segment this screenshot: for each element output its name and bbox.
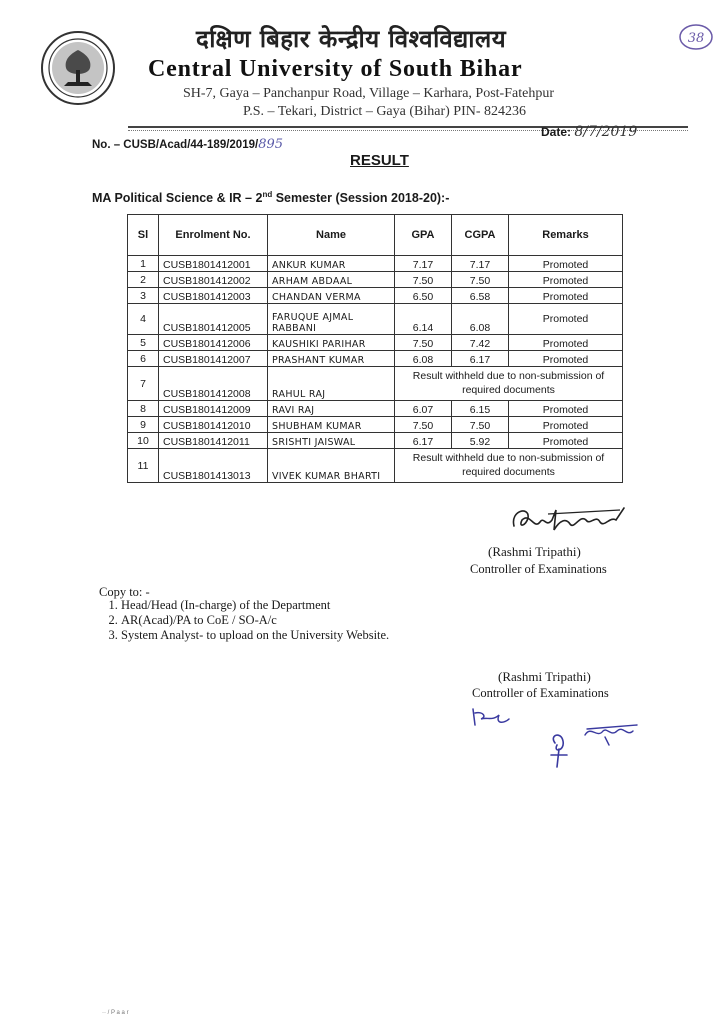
signatory-title: Controller of Examinations (470, 562, 607, 576)
reference-number (92, 137, 283, 152)
table-row (128, 367, 623, 401)
address-line-2: P.S. – Tekari, District – Gaya (Bihar) PIN- 824236 (243, 104, 527, 119)
cell-enrolment: CUSB1801412002 (159, 272, 268, 288)
table-row (128, 351, 623, 367)
address-line-1: SH-7, Gaya – Panchanpur Road, Village – Karhara, Post-Fatehpur (183, 86, 554, 101)
cell-remarks: Promoted (509, 417, 623, 433)
date-label: Date: (541, 125, 572, 139)
cell-enrolment: CUSB1801412010 (159, 417, 268, 433)
handwritten-signature (500, 500, 640, 538)
cell-remarks: Promoted (509, 304, 623, 335)
cell-remarks: Promoted (509, 433, 623, 449)
header-cgpa: CGPA (452, 215, 509, 256)
cell-gpa: 7.17 (395, 256, 452, 272)
header-sl: Sl (128, 215, 159, 256)
cell-gpa: 7.50 (395, 417, 452, 433)
table-row (128, 288, 623, 304)
header-enrolment: Enrolment No. (159, 215, 268, 256)
result-table (127, 214, 623, 483)
cell-enrolment: CUSB1801412001 (159, 256, 268, 272)
cell-sl: 11 (128, 449, 159, 483)
handwritten-initials (465, 695, 665, 785)
cell-cgpa: 7.42 (452, 335, 509, 351)
cell-name: ANKUR KUMAR (268, 256, 395, 272)
cell-cgpa: 7.50 (452, 272, 509, 288)
cell-name: VIVEK KUMAR BHARTI (268, 449, 395, 483)
page-number-text: 38 (687, 31, 705, 46)
cell-name: SHUBHAM KUMAR (268, 417, 395, 433)
footer-scan-mark: ·· / P a a r (102, 1010, 129, 1016)
cell-cgpa: 7.50 (452, 417, 509, 433)
cell-sl: 10 (128, 433, 159, 449)
table-header-row (128, 215, 623, 256)
cell-enrolment: CUSB1801412007 (159, 351, 268, 367)
subtitle-text-end: Semester (Session 2018-20):- (272, 191, 450, 206)
date-value: 8/7/2019 (574, 124, 638, 140)
list-item: 3. System Analyst- to upload on the University Website. (121, 628, 389, 643)
university-name-hindi: दक्षिण बिहार केन्द्रीय विश्वविद्यालय (196, 25, 507, 53)
cell-enrolment: CUSB1801412008 (159, 367, 268, 401)
cell-gpa: 6.07 (395, 401, 452, 417)
copy-to-list (99, 598, 389, 643)
cell-name: KAUSHIKI PARIHAR (268, 335, 395, 351)
page-number-circle-mark (678, 22, 714, 52)
cell-sl: 4 (128, 304, 159, 335)
table-row (128, 272, 623, 288)
table-row (128, 433, 623, 449)
cell-remarks: Promoted (509, 256, 623, 272)
copy-to-label: Copy to: - (99, 585, 150, 599)
header-name: Name (268, 215, 395, 256)
table-row (128, 417, 623, 433)
subtitle-sup: nd (262, 190, 273, 199)
cell-enrolment: CUSB1801412005 (159, 304, 268, 335)
university-name: Central University of South Bihar (148, 56, 523, 82)
reference-number-handwritten: 895 (258, 137, 284, 152)
cell-remarks: Promoted (509, 351, 623, 367)
cell-enrolment: CUSB1801412003 (159, 288, 268, 304)
table-row (128, 401, 623, 417)
date (541, 124, 637, 140)
cell-gpa: 6.08 (395, 351, 452, 367)
list-item: 2. AR(Acad)/PA to CoE / SO-A/c (121, 613, 389, 628)
table-row (128, 449, 623, 483)
cell-sl: 6 (128, 351, 159, 367)
cell-name: SRISHTI JAISWAL (268, 433, 395, 449)
cell-enrolment: CUSB1801412009 (159, 401, 268, 417)
reference-number-prefix: No. – CUSB/Acad/44-189/2019/ (92, 139, 259, 151)
cell-name: PRASHANT KUMAR (268, 351, 395, 367)
cell-name: CHANDAN VERMA (268, 288, 395, 304)
table-row (128, 304, 623, 335)
table-row (128, 335, 623, 351)
cell-gpa: 7.50 (395, 335, 452, 351)
cell-gpa: 6.14 (395, 304, 452, 335)
cell-gpa: 7.50 (395, 272, 452, 288)
cell-gpa: 6.50 (395, 288, 452, 304)
result-title: RESULT (350, 152, 409, 169)
cell-remarks: Promoted (509, 272, 623, 288)
header-gpa: GPA (395, 215, 452, 256)
cell-cgpa: 6.58 (452, 288, 509, 304)
cell-sl: 1 (128, 256, 159, 272)
cell-remarks: Promoted (509, 288, 623, 304)
cell-result-withheld: Result withheld due to non-submission of required documents (395, 367, 623, 401)
cell-sl: 3 (128, 288, 159, 304)
cell-name: ARHAM ABDAAL (268, 272, 395, 288)
list-item: 1. Head/Head (In-charge) of the Department (121, 598, 389, 613)
cell-sl: 2 (128, 272, 159, 288)
cell-enrolment: CUSB1801412011 (159, 433, 268, 449)
university-seal-logo (40, 30, 116, 106)
cell-sl: 8 (128, 401, 159, 417)
cell-name: RAHUL RAJ (268, 367, 395, 401)
cell-cgpa: 5.92 (452, 433, 509, 449)
cell-name: FARUQUE AJMAL RABBANI (268, 304, 395, 335)
cell-gpa: 6.17 (395, 433, 452, 449)
cell-enrolment: CUSB1801413013 (159, 449, 268, 483)
cell-result-withheld: Result withheld due to non-submission of required documents (395, 449, 623, 483)
header-remarks: Remarks (509, 215, 623, 256)
cell-cgpa: 6.08 (452, 304, 509, 335)
cell-cgpa: 7.17 (452, 256, 509, 272)
cell-sl: 5 (128, 335, 159, 351)
cell-cgpa: 6.15 (452, 401, 509, 417)
cell-name: RAVI RAJ (268, 401, 395, 417)
signatory-title-second: Controller of Examinations (472, 686, 609, 700)
subtitle-text: MA Political Science & IR – 2 (92, 191, 263, 206)
cell-sl: 9 (128, 417, 159, 433)
cell-sl: 7 (128, 367, 159, 401)
cell-cgpa: 6.17 (452, 351, 509, 367)
program-subtitle (92, 190, 449, 205)
cell-remarks: Promoted (509, 335, 623, 351)
signatory-name-second: (Rashmi Tripathi) (498, 669, 591, 684)
cell-remarks: Promoted (509, 401, 623, 417)
table-row (128, 256, 623, 272)
signatory-name: (Rashmi Tripathi) (488, 544, 581, 559)
cell-enrolment: CUSB1801412006 (159, 335, 268, 351)
